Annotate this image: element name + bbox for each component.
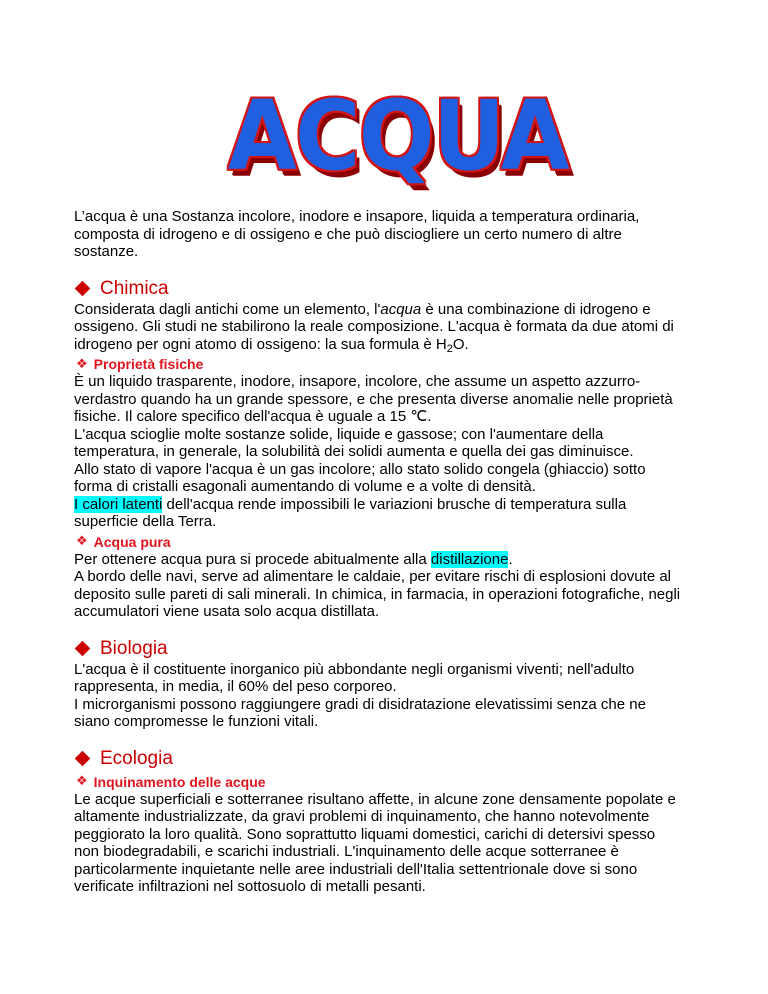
biologia-paragraph-1: L'acqua è il costituente inorganico più abbondante negli organismi viventi; nell'adulto rappresenta, in media, il 60% del peso corporeo. [74,660,635,695]
text-span: dell'acqua rende impossibili le variazioni brusche di temperatura sulla superficie della Terra. [74,495,627,530]
pura-paragraph-1 [74,551,684,569]
biologia-paragraph-2: I microrganismi possono raggiungere gradi di disidratazione elevatissimi senza che ne siano compromesse le funzioni vitali. [74,695,646,730]
italic-term: acqua [380,300,422,318]
title-container [74,80,684,200]
section-heading-ecologia [74,747,684,771]
section-heading-chimica [74,277,684,301]
subheading-label: Proprietà fisiche [93,356,204,372]
pura-paragraph-2: A bordo delle navi, serve ad alimentare le caldaie, per evitare rischi di esplosioni dovute al deposito sulle pareti di sali minerali. In chimica, in farmacia, in operazioni fotografiche, negli accumulatori viene usata solo acqua distillata. [74,568,681,620]
ecologia-paragraph: Le acque superficiali e sotterranee risultano affette, in alcune zone densamente popolate e altamente industrializzate, da gravi problemi di inquinamento, che hanno notevolmente peggiorato la loro qualità. Sono soprattutto liquami domestici, carichi di detersivi spesso non biodegradabili, e scarichi industriali. L'inquinamento delle acque sotterranee è particolarmente inquietante nelle aree industriali dell'Italia settentrionale dove si sono verificate infiltrazioni nel sottosuolo di metalli pesanti. [74,790,676,895]
text-span: Considerata dagli antichi come un elemento, l' [74,300,381,318]
four-petal-flower-icon: ❖ [76,534,88,549]
subscript-2: 2 [446,342,453,355]
text-span: O. [452,335,469,353]
diamond-bullet-icon [75,751,91,767]
document-title-wordart: ACQUA [227,80,569,192]
highlighted-text: distillazione [430,550,509,568]
proprieta-paragraph-1: È un liquido trasparente, inodore, insapore, incolore, che assume un aspetto azzurro-verdastro quando ha un grande spessore, e che presenta diverse anomalie nelle proprietà fisiche. Il calore specifico dell'acqua è uguale a 15 ℃. [74,373,673,425]
diamond-bullet-icon [75,641,91,657]
subheading-proprieta-fisiche [74,355,684,373]
subheading-label: Inquinamento delle acque [93,773,266,790]
document-page [74,80,684,896]
proprieta-paragraph-3: Allo stato di vapore l'acqua è un gas incolore; allo stato solido congela (ghiaccio) sotto forma di cristalli esagonali aumentando di volume e a volte di densità. [74,460,646,495]
chimica-paragraph [74,301,684,354]
section-heading-label: Biologia [100,637,168,659]
subheading-inquinamento [74,773,684,791]
four-petal-flower-icon: ❖ [76,774,88,789]
spacer [74,621,684,637]
text-span: Per ottenere acqua pura si procede abitualmente alla [74,550,431,568]
section-heading-biologia [74,637,684,661]
intro-paragraph: L’acqua è una Sostanza incolore, inodore e insapore, liquida a temperatura ordinaria, composta di idrogeno e di ossigeno e che può disciogliere un certo numero di altre sostanze. [74,208,640,260]
text-span: . [508,550,513,568]
subheading-acqua-pura [74,533,684,551]
subheading-label: Acqua pura [93,533,171,550]
text-span: è una combinazione di idrogeno e ossigeno. Gli studi ne stabilirono la reale composizione. L'acqua è formata da due atomi di idrogeno per ogni atomo di ossigeno: la sua formula è H [74,300,674,353]
section-heading-label: Ecologia [100,747,173,769]
diamond-bullet-icon [75,281,91,297]
spacer [74,731,684,747]
proprieta-paragraph-4 [74,496,684,531]
section-heading-label: Chimica [100,277,169,299]
highlighted-text: I calori latenti [74,495,163,513]
proprieta-paragraph-2: L'acqua scioglie molte sostanze solide, liquide e gassose; con l'aumentare della temperatura, in generale, la solubilità dei solidi aumenta e quella dei gas diminuisce. [74,425,634,460]
four-petal-flower-icon: ❖ [76,356,88,372]
